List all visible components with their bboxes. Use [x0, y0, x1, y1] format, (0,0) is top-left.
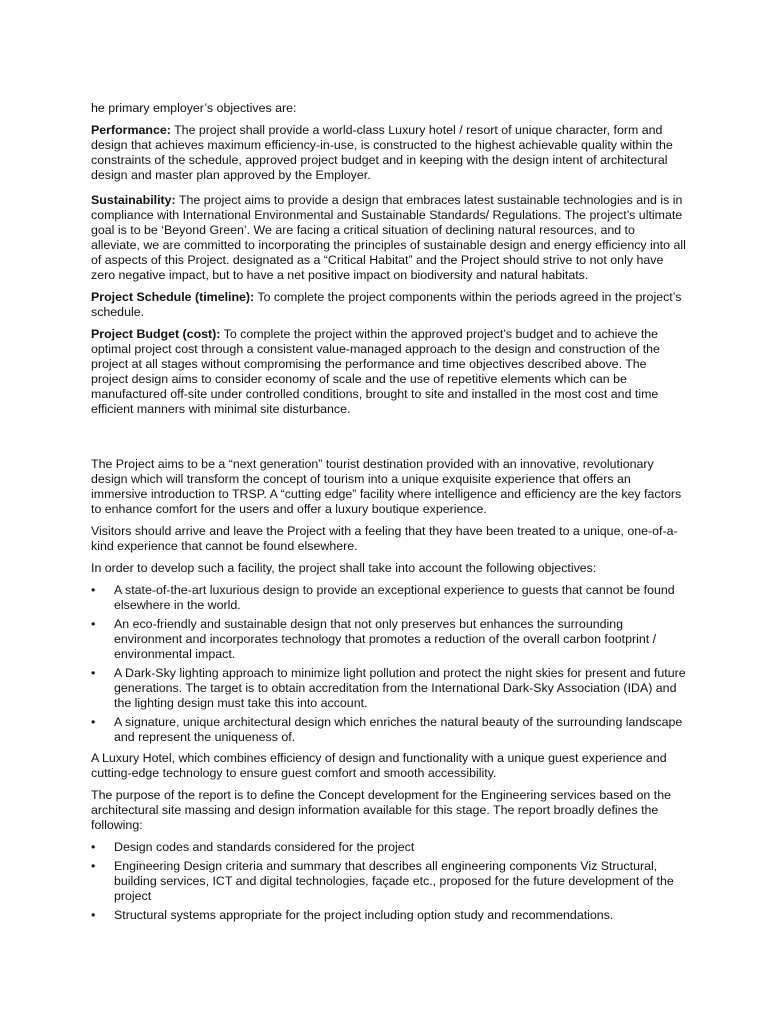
- list-item-text: Design codes and standards considered for the project: [114, 840, 415, 854]
- list-item: [91, 666, 686, 711]
- bullet-icon: •: [91, 908, 96, 922]
- list-item: [91, 715, 686, 745]
- paragraph: A Luxury Hotel, which combines efficiency of design and functionality with a unique guest experience and cutting-edge technology to ensure guest comfort and smooth accessibility.: [91, 751, 667, 780]
- objectives-bullet-list: [91, 583, 686, 745]
- objective-schedule: [91, 290, 686, 320]
- objective-label: Project Budget (cost):: [91, 327, 221, 341]
- list-item: [91, 617, 686, 662]
- list-item: [91, 583, 686, 613]
- list-item: [91, 859, 686, 904]
- list-item-text: A signature, unique architectural design which enriches the natural beauty of the surrounding landscape and represent the uniqueness of.: [114, 715, 683, 744]
- list-item-text: Structural systems appropriate for the project including option study and recommendations.: [114, 908, 614, 922]
- bullet-icon: •: [91, 715, 96, 729]
- list-item-text: Engineering Design criteria and summary that describes all engineering components Viz Structural, building services, ICT and digital technologies, façade etc., proposed for the future development of the project: [114, 859, 674, 903]
- bullet-icon: •: [91, 840, 96, 854]
- list-item: [91, 840, 686, 855]
- intro-line: he primary employer’s objectives are:: [91, 101, 297, 115]
- objective-text: To complete the project within the approved project’s budget and to achieve the optimal project cost through a consistent value-managed approach to the design and construction of the project at all stages without compromising the performance and time objectives described above. The project design aims to consider economy of scale and the use of repetitive elements which can be manufactured off-site under controlled conditions, brought to site and installed in the most cost and time efficient manners with minimal site disturbance.: [91, 327, 660, 416]
- bullet-icon: •: [91, 617, 96, 631]
- list-item-text: A state-of-the-art luxurious design to provide an exceptional experience to guests that cannot be found elsewhere in the world.: [114, 583, 675, 612]
- list-item: [91, 908, 686, 923]
- objective-label: Project Schedule (timeline):: [91, 290, 255, 304]
- report-bullet-list: [91, 840, 686, 923]
- objective-budget: [91, 327, 686, 417]
- bullet-icon: •: [91, 859, 96, 873]
- objective-text: To complete the project components within the periods agreed in the project’s schedule.: [91, 290, 682, 319]
- paragraph: The purpose of the report is to define the Concept development for the Engineering services based on the architectural site massing and design information available for this stage. The report broadly defines the following:: [91, 788, 671, 832]
- objective-text: The project aims to provide a design that embraces latest sustainable technologies and is in compliance with International Environmental and Sustainable Standards/ Regulations. The project’s ultimate goal is to be ‘Beyond Green’. We are facing a critical situation of declining natural resources, and to alleviate, we are committed to incorporating the principles of sustainable design and energy efficiency into all of aspects of this Project. designated as a “Critical Habitat” and the Project should strive to not only have zero negative impact, but to have a net positive impact on biodiversity and natural habitats.: [91, 193, 686, 282]
- bullet-icon: •: [91, 666, 96, 680]
- objective-label: Sustainability:: [91, 193, 176, 207]
- paragraph: The Project aims to be a “next generation” tourist destination provided with an innovative, revolutionary design which will transform the concept of tourism into a unique exquisite experience that offers an immersive introduction to TRSP. A “cutting edge” facility where intelligence and efficiency are the key factors to enhance comfort for the users and offer a luxury boutique experience.: [91, 457, 682, 516]
- paragraph: In order to develop such a facility, the project shall take into account the following objectives:: [91, 561, 597, 575]
- section-gap: [91, 424, 686, 457]
- bullet-icon: •: [91, 583, 96, 597]
- paragraph: Visitors should arrive and leave the Project with a feeling that they have been treated to a unique, one-of-a-kind experience that cannot be found elsewhere.: [91, 524, 678, 553]
- objective-label: Performance:: [91, 123, 171, 137]
- objective-sustainability: [91, 193, 686, 283]
- objective-performance: [91, 123, 686, 183]
- list-item-text: An eco-friendly and sustainable design that not only preserves but enhances the surrounding environment and incorporates technology that promotes a reduction of the overall carbon footprint / environmental impact.: [114, 617, 657, 661]
- list-item-text: A Dark-Sky lighting approach to minimize light pollution and protect the night skies for present and future generations. The target is to obtain accreditation from the International Dark-Sky Association (IDA) and the lighting design must take this into account.: [114, 666, 686, 710]
- objective-text: The project shall provide a world-class Luxury hotel / resort of unique character, form and design that achieves maximum efficiency-in-use, is constructed to the highest achievable quality within the constraints of the schedule, approved project budget and in keeping with the design intent of architectural design and master plan approved by the Employer.: [91, 123, 673, 182]
